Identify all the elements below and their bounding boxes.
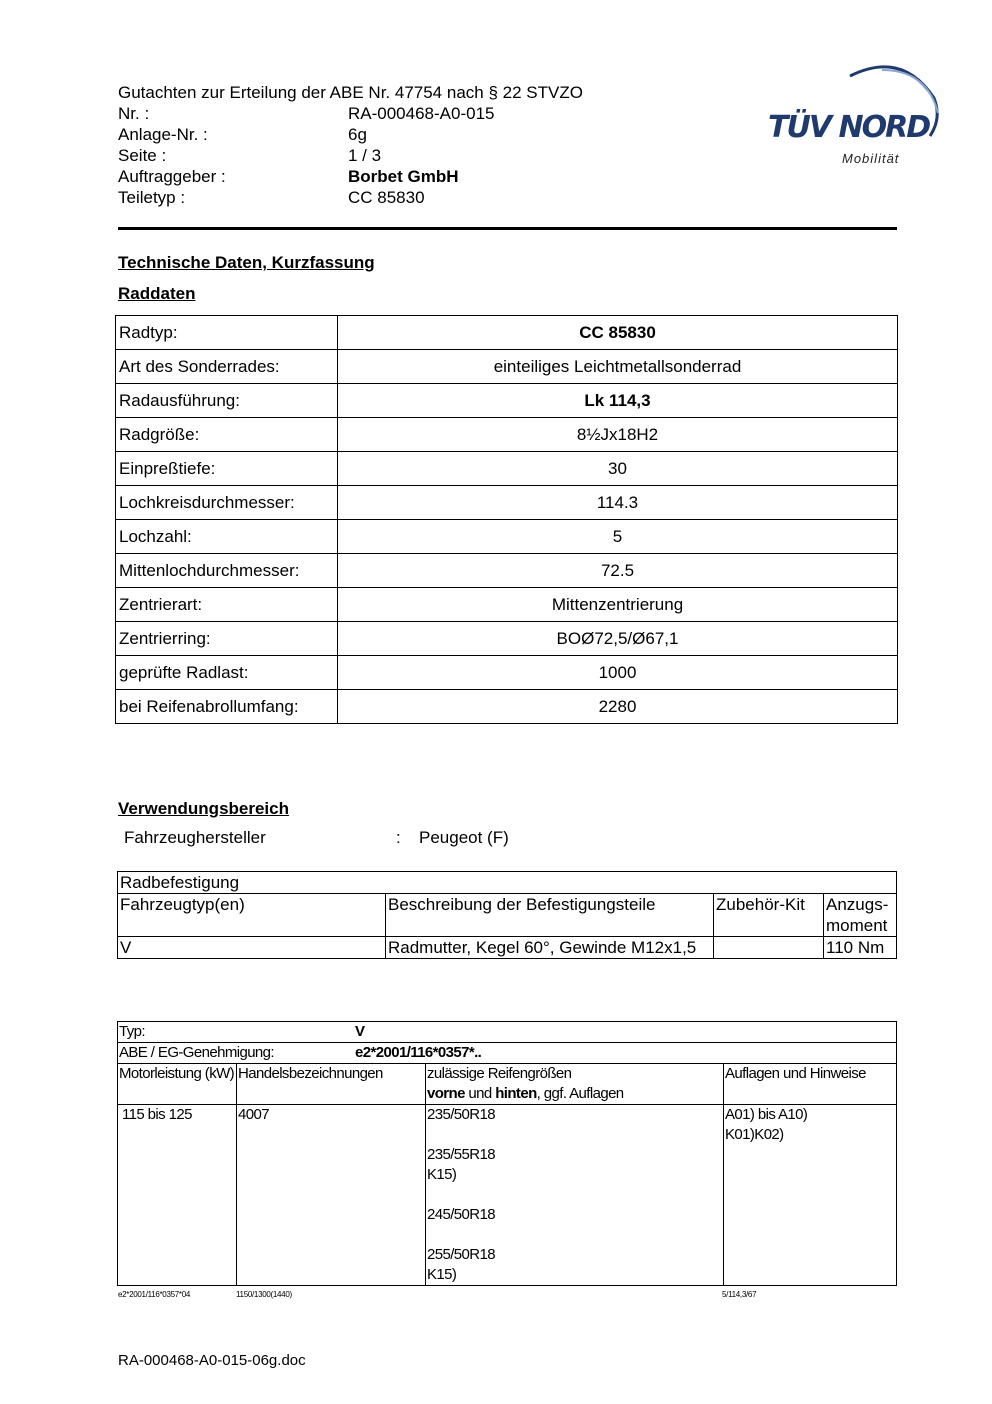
raddaten-key: Radgröße: [116, 418, 338, 452]
raddaten-value: 2280 [338, 690, 898, 724]
raddaten-key: geprüfte Radlast: [116, 656, 338, 690]
table-row [116, 384, 898, 418]
header-handelsbezeichnungen: Handelsbezeichnungen [237, 1064, 426, 1105]
header-auflagen: Auflagen und Hinweise [724, 1064, 897, 1105]
auflagen-line: K01)K02) [725, 1126, 784, 1143]
radbefestigung-table [117, 871, 897, 959]
document-filename: RA-000468-A0-015-06g.doc [118, 1352, 306, 1369]
cell-beschreibung: Radmutter, Kegel 60°, Gewinde M12x1,5 [386, 937, 714, 959]
footer-code-3: 5/114,3/67 [722, 1290, 757, 1299]
raddaten-value: Mittenzentrierung [338, 588, 898, 622]
header-fahrzeugtyp: Fahrzeugtyp(en) [118, 894, 386, 937]
raddaten-value: 114.3 [338, 486, 898, 520]
typ-table [117, 1021, 897, 1286]
abe-label: ABE / EG-Genehmigung: [119, 1044, 274, 1061]
typ-label: Typ: [119, 1023, 145, 1040]
logo-subtitle: Mobilität [842, 151, 900, 166]
cell-motorleistung: 115 bis 125 [118, 1105, 237, 1286]
cell-auflagen [724, 1105, 897, 1286]
document-header [118, 82, 583, 208]
table-row [116, 316, 898, 350]
raddaten-key: bei Reifenabrollumfang: [116, 690, 338, 724]
radbefestigung-title: Radbefestigung [118, 872, 897, 894]
raddaten-key: Lochzahl: [116, 520, 338, 554]
header-field-seite: Seite : 1 / 3 [118, 146, 382, 165]
cell-zubehoer [714, 937, 824, 959]
fahrzeughersteller-separator: : [396, 828, 401, 847]
cell-anzugsmoment: 110 Nm [824, 937, 897, 959]
header-rule [118, 227, 897, 230]
raddaten-key: Art des Sonderrades: [116, 350, 338, 384]
table-row [118, 894, 897, 937]
fahrzeughersteller-value: Peugeot (F) [419, 828, 509, 847]
reifen-line: 235/55R18 [427, 1146, 495, 1163]
abe-value: e2*2001/116*0357*.. [355, 1044, 482, 1061]
table-row [116, 418, 898, 452]
table-row [118, 1105, 897, 1286]
reifen-line: 235/50R18 [427, 1106, 495, 1123]
header-anzugsmoment: Anzugs-moment [824, 894, 897, 937]
table-row [118, 1043, 897, 1064]
raddaten-value: 30 [338, 452, 898, 486]
raddaten-table [115, 315, 898, 724]
raddaten-value: 8½Jx18H2 [338, 418, 898, 452]
tuv-nord-logo [762, 58, 942, 173]
table-row [116, 588, 898, 622]
raddaten-key: Zentrierring: [116, 622, 338, 656]
reifen-line: K15) [427, 1266, 457, 1283]
header-field-anlage: Anlage-Nr. : 6g [118, 125, 367, 144]
raddaten-value: 72.5 [338, 554, 898, 588]
cell-handelsbezeichnung: 4007 [237, 1105, 426, 1286]
table-row [116, 690, 898, 724]
table-row [116, 622, 898, 656]
raddaten-title: Raddaten [118, 284, 196, 303]
raddaten-key: Einpreßtiefe: [116, 452, 338, 486]
header-motorleistung: Motorleistung (kW) [118, 1064, 237, 1105]
header-field-auftraggeber: Auftraggeber : Borbet GmbH [118, 167, 459, 186]
table-row [116, 554, 898, 588]
typ-row [118, 1022, 897, 1043]
table-row [118, 1022, 897, 1043]
reifen-line: 255/50R18 [427, 1246, 495, 1263]
raddaten-value: einteiliges Leichtmetallsonderrad [338, 350, 898, 384]
raddaten-key: Mittenlochdurchmesser: [116, 554, 338, 588]
reifen-line [427, 1185, 722, 1205]
document-title: Gutachten zur Erteilung der ABE Nr. 47754 nach § 22 STVZO [118, 83, 583, 102]
raddaten-key: Radtyp: [116, 316, 338, 350]
header-reifengroessen: zulässige Reifengrößen vorne und hinten, ggf. Auflagen [426, 1064, 724, 1105]
table-row [116, 656, 898, 690]
auflagen-line: A01) bis A10) [725, 1106, 808, 1123]
table-row [118, 1064, 897, 1105]
raddaten-key: Zentrierart: [116, 588, 338, 622]
raddaten-value: BOØ72,5/Ø67,1 [338, 622, 898, 656]
header-zubehoer: Zubehör-Kit [714, 894, 824, 937]
reifen-line [427, 1225, 722, 1245]
raddaten-value: CC 85830 [338, 316, 898, 350]
reifen-line: K15) [427, 1166, 457, 1183]
table-row [116, 486, 898, 520]
verwendung-title: Verwendungsbereich [118, 799, 289, 818]
table-row [118, 937, 897, 959]
section-title: Technische Daten, Kurzfassung [118, 253, 375, 272]
raddaten-value: 1000 [338, 656, 898, 690]
header-field-nr: Nr. : RA-000468-A0-015 [118, 104, 495, 123]
reifen-line [427, 1125, 722, 1145]
cell-reifengroessen [426, 1105, 724, 1286]
abe-row [118, 1043, 897, 1064]
header-beschreibung: Beschreibung der Befestigungsteile [386, 894, 714, 937]
raddaten-key: Radausführung: [116, 384, 338, 418]
table-row [116, 452, 898, 486]
table-row [118, 872, 897, 894]
fahrzeughersteller-label: Fahrzeughersteller [124, 828, 266, 847]
footer-code-2: 1150/1300(1440) [236, 1290, 292, 1299]
raddaten-value: 5 [338, 520, 898, 554]
raddaten-key: Lochkreisdurchmesser: [116, 486, 338, 520]
footer-code-1: e2*2001/116*0357*04 [118, 1290, 191, 1299]
header-field-teiletyp: Teiletyp : CC 85830 [118, 188, 425, 207]
cell-fahrzeugtyp: V [118, 937, 386, 959]
raddaten-value: Lk 114,3 [338, 384, 898, 418]
reifen-line: 245/50R18 [427, 1206, 495, 1223]
table-row [116, 350, 898, 384]
logo-brand: TÜV NORD [768, 110, 930, 145]
typ-value: V [355, 1023, 365, 1040]
table-row [116, 520, 898, 554]
